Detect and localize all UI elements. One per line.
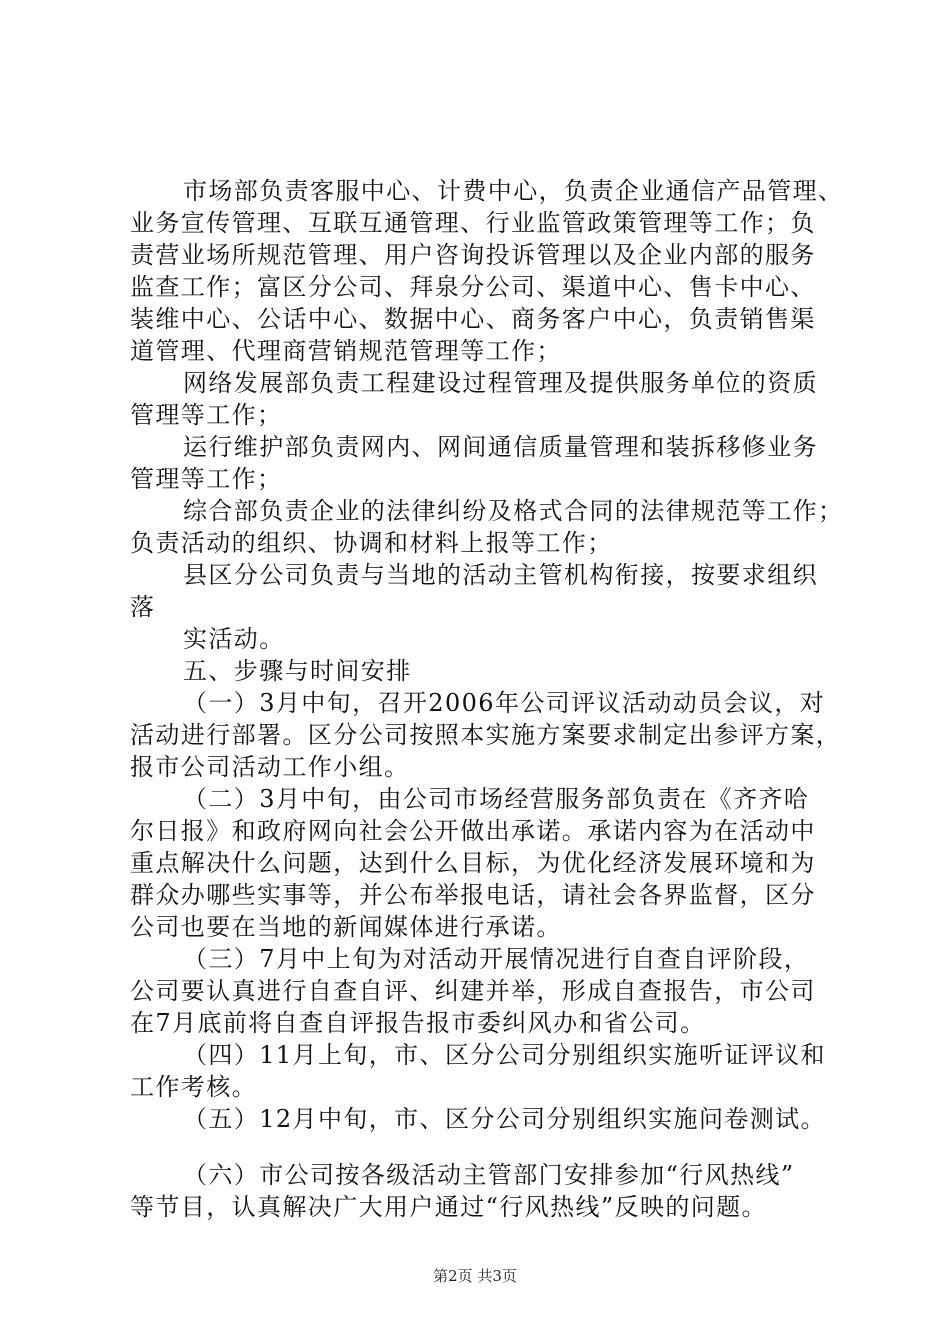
paragraph-line: 活动进行部署。区分公司按照本实施方案要求制定出参评方案， bbox=[130, 721, 842, 749]
paragraph-line: 公司也要在当地的新闻媒体进行承诺。 bbox=[130, 913, 562, 941]
paragraph-line: 运行维护部负责网内、网间通信质量管理和装拆移修业务 bbox=[183, 433, 818, 461]
page-number-footer: 第2页 共3页 bbox=[433, 1267, 517, 1285]
paragraph-line: 重点解决什么问题，达到什么目标，为优化经济发展环境和为 bbox=[130, 849, 816, 877]
paragraph-line: （四）11月上旬，市、区分公司分别组织实施听证评议和 bbox=[183, 1041, 826, 1069]
paragraph-line: （一）3月中旬，召开2006年公司评议活动动员会议，对 bbox=[183, 689, 826, 717]
paragraph-line: 实活动。 bbox=[183, 625, 285, 653]
paragraph-line: 群众办哪些实事等，并公布举报电话，请社会各界监督，区分 bbox=[130, 881, 816, 909]
paragraph-line: 工作考核。 bbox=[130, 1073, 257, 1101]
paragraph-line: 市场部负责客服中心、计费中心，负责企业通信产品管理、 bbox=[183, 177, 844, 205]
paragraph-line: 业务宣传管理、互联互通管理、行业监管政策管理等工作；负 bbox=[130, 209, 816, 237]
paragraph-line: 监查工作；富区分公司、拜泉分公司、渠道中心、售卡中心、 bbox=[130, 273, 816, 301]
paragraph-line: 责营业场所规范管理、用户咨询投诉管理以及企业内部的服务 bbox=[130, 241, 816, 269]
paragraph-line: 公司要认真进行自查自评、纠建并举，形成自查报告，市公司 bbox=[130, 977, 816, 1005]
paragraph-line: 报市公司活动工作小组。 bbox=[130, 753, 410, 781]
paragraph-line: 网络发展部负责工程建设过程管理及提供服务单位的资质 bbox=[183, 369, 818, 397]
paragraph-line: 综合部负责企业的法律纠纷及格式合同的法律规范等工作； bbox=[183, 497, 844, 525]
paragraph-line: 管理等工作； bbox=[130, 465, 283, 493]
paragraph-line: 道管理、代理商营销规范管理等工作； bbox=[130, 337, 562, 365]
section-heading: 五、步骤与时间安排 bbox=[183, 657, 412, 685]
paragraph-line: 县区分公司负责与当地的活动主管机构衔接，按要求组织 bbox=[183, 561, 818, 589]
paragraph-line: 负责活动的组织、协调和材料上报等工作； bbox=[130, 529, 613, 557]
paragraph-line: （三）7月中上旬为对活动开展情况进行自查自评阶段， bbox=[183, 945, 810, 973]
paragraph-line: 等节目，认真解决广大用户通过“行风热线”反映的问题。 bbox=[130, 1193, 767, 1221]
paragraph-line: （五）12月中旬，市、区分公司分别组织实施问卷测试。 bbox=[183, 1105, 826, 1133]
paragraph-line: 管理等工作； bbox=[130, 401, 283, 429]
paragraph-line: 在7月底前将自查自评报告报市委纠风办和省公司。 bbox=[130, 1009, 706, 1037]
paragraph-line: （六）市公司按各级活动主管部门安排参加“行风热线” bbox=[183, 1161, 795, 1189]
paragraph-line: （二）3月中旬，由公司市场经营服务部负责在《齐齐哈 bbox=[183, 785, 810, 813]
paragraph-line: 装维中心、公话中心、数据中心、商务客户中心，负责销售渠 bbox=[130, 305, 816, 333]
paragraph-line: 尔日报》和政府网向社会公开做出承诺。承诺内容为在活动中 bbox=[130, 817, 816, 845]
paragraph-line: 落 bbox=[130, 593, 156, 621]
